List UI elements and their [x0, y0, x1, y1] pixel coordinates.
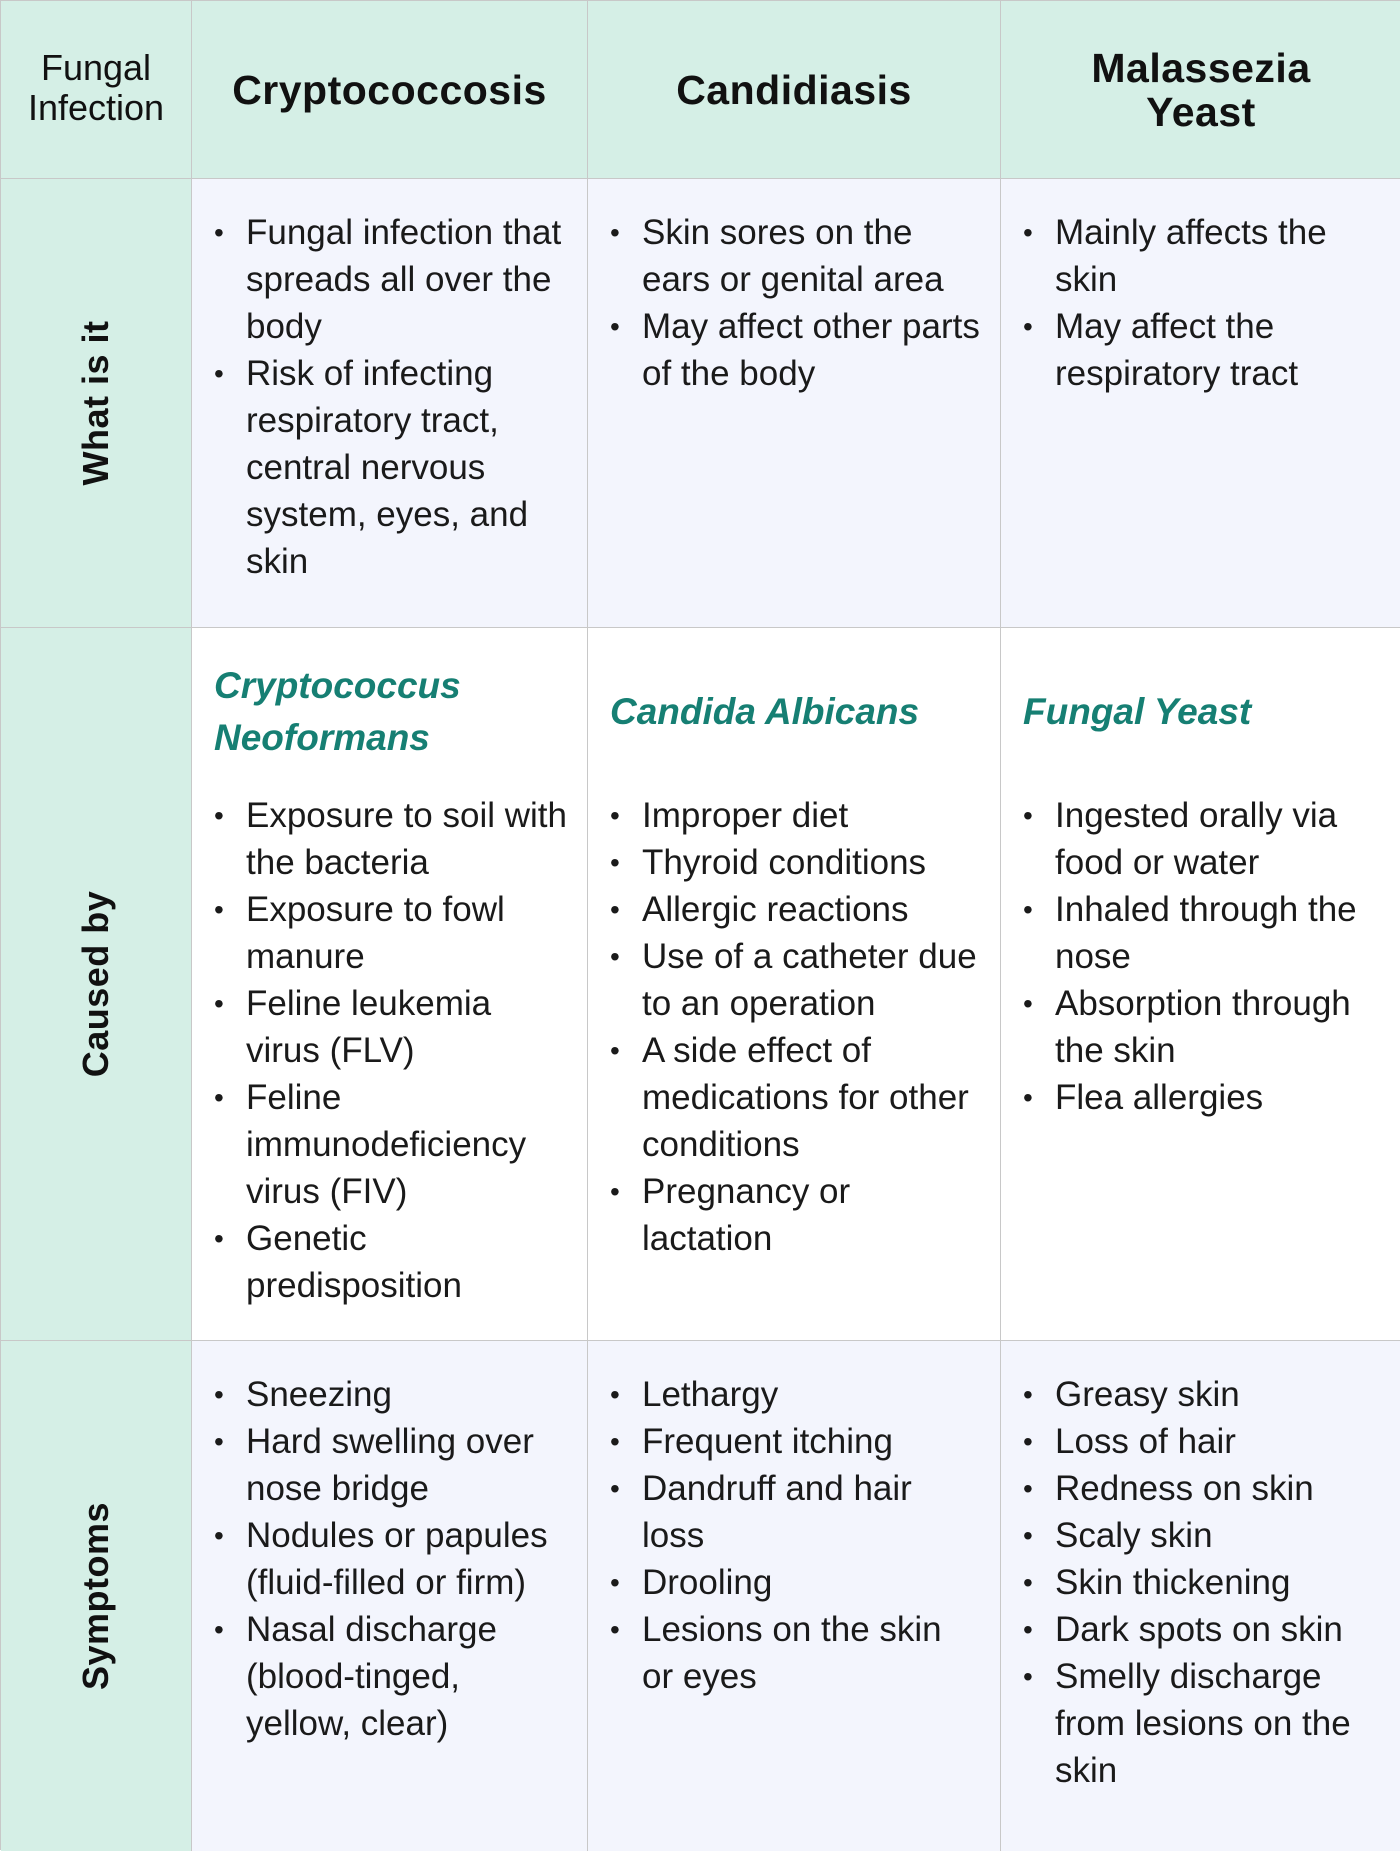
- list-item: • Exposure to soil with the bacteria: [214, 792, 569, 886]
- list-item: • Hard swelling over nose bridge: [214, 1418, 569, 1512]
- column-title: Cryptococcosis: [232, 66, 547, 113]
- list-item: • Use of a catheter due to an operation: [610, 933, 982, 1027]
- bullet-list: [1023, 792, 1383, 1121]
- corner-header: [1, 1, 192, 179]
- bullet-list: [214, 792, 569, 1309]
- row-header-symptoms: [1, 1341, 192, 1851]
- row-label: Caused by: [75, 890, 116, 1078]
- list-item: • Redness on skin: [1023, 1465, 1383, 1512]
- column-title: Candidiasis: [676, 66, 912, 113]
- cause-title: Cryptococcus Neoformans: [214, 665, 461, 758]
- row-label: What is it: [75, 320, 116, 486]
- list-item: • Frequent itching: [610, 1418, 982, 1465]
- list-item: • May affect the respiratory tract: [1023, 303, 1383, 397]
- column-header-malassezia: [1001, 1, 1400, 179]
- corner-label: Fungal Infection: [27, 46, 165, 128]
- list-item: • Nasal discharge (blood-tinged, yellow, clear): [214, 1606, 569, 1747]
- bullet-list: [214, 209, 569, 585]
- list-item: • Dark spots on skin: [1023, 1606, 1383, 1653]
- table-cell: [192, 1341, 588, 1851]
- table-cell: [1001, 179, 1400, 628]
- list-item: • Lethargy: [610, 1371, 982, 1418]
- table-cell: [588, 1341, 1001, 1851]
- list-item: • Flea allergies: [1023, 1074, 1383, 1121]
- list-item: • Lesions on the skin or eyes: [610, 1606, 982, 1700]
- list-item: • Pregnancy or lactation: [610, 1168, 982, 1262]
- list-item: • Smelly discharge from lesions on the skin: [1023, 1653, 1383, 1794]
- list-item: • Sneezing: [214, 1371, 569, 1418]
- column-title: Malassezia Yeast: [1091, 44, 1311, 135]
- table-cell: [1001, 628, 1400, 1341]
- list-item: • Skin thickening: [1023, 1559, 1383, 1606]
- list-item: • Genetic predisposition: [214, 1215, 569, 1309]
- bullet-list: [610, 1371, 982, 1700]
- list-item: • Nodules or papules (fluid-filled or firm): [214, 1512, 569, 1606]
- bullet-list: [214, 1371, 569, 1747]
- table-cell: [1001, 1341, 1400, 1851]
- list-item: • Scaly skin: [1023, 1512, 1383, 1559]
- list-item: • Improper diet: [610, 792, 982, 839]
- list-item: • A side effect of medications for other conditions: [610, 1027, 982, 1168]
- table-cell: [588, 179, 1001, 628]
- cause-title: Fungal Yeast: [1023, 691, 1252, 732]
- row-label: Symptoms: [75, 1501, 116, 1691]
- list-item: • Ingested orally via food or water: [1023, 792, 1383, 886]
- list-item: • Absorption through the skin: [1023, 980, 1383, 1074]
- list-item: • Risk of infecting respiratory tract, central nervous system, eyes, and skin: [214, 350, 569, 585]
- list-item: • Greasy skin: [1023, 1371, 1383, 1418]
- list-item: • Loss of hair: [1023, 1418, 1383, 1465]
- list-item: • Inhaled through the nose: [1023, 886, 1383, 980]
- table-cell: [192, 628, 588, 1341]
- table-cell: [588, 628, 1001, 1341]
- list-item: • Drooling: [610, 1559, 982, 1606]
- bullet-list: [1023, 1371, 1383, 1794]
- column-header-cryptococcosis: [192, 1, 588, 179]
- list-item: • Skin sores on the ears or genital area: [610, 209, 982, 303]
- list-item: • Mainly affects the skin: [1023, 209, 1383, 303]
- row-header-what-is-it: [1, 179, 192, 628]
- row-header-caused-by: [1, 628, 192, 1341]
- bullet-list: [610, 792, 982, 1262]
- list-item: • May affect other parts of the body: [610, 303, 982, 397]
- table-cell: [192, 179, 588, 628]
- list-item: • Dandruff and hair loss: [610, 1465, 982, 1559]
- list-item: • Thyroid conditions: [610, 839, 982, 886]
- list-item: • Feline leukemia virus (FLV): [214, 980, 569, 1074]
- column-header-candidiasis: [588, 1, 1001, 179]
- list-item: • Exposure to fowl manure: [214, 886, 569, 980]
- list-item: • Allergic reactions: [610, 886, 982, 933]
- list-item: • Feline immunodeficiency virus (FIV): [214, 1074, 569, 1215]
- bullet-list: [610, 209, 982, 397]
- list-item: • Fungal infection that spreads all over the body: [214, 209, 569, 350]
- bullet-list: [1023, 209, 1383, 397]
- cause-title: Candida Albicans: [610, 691, 920, 732]
